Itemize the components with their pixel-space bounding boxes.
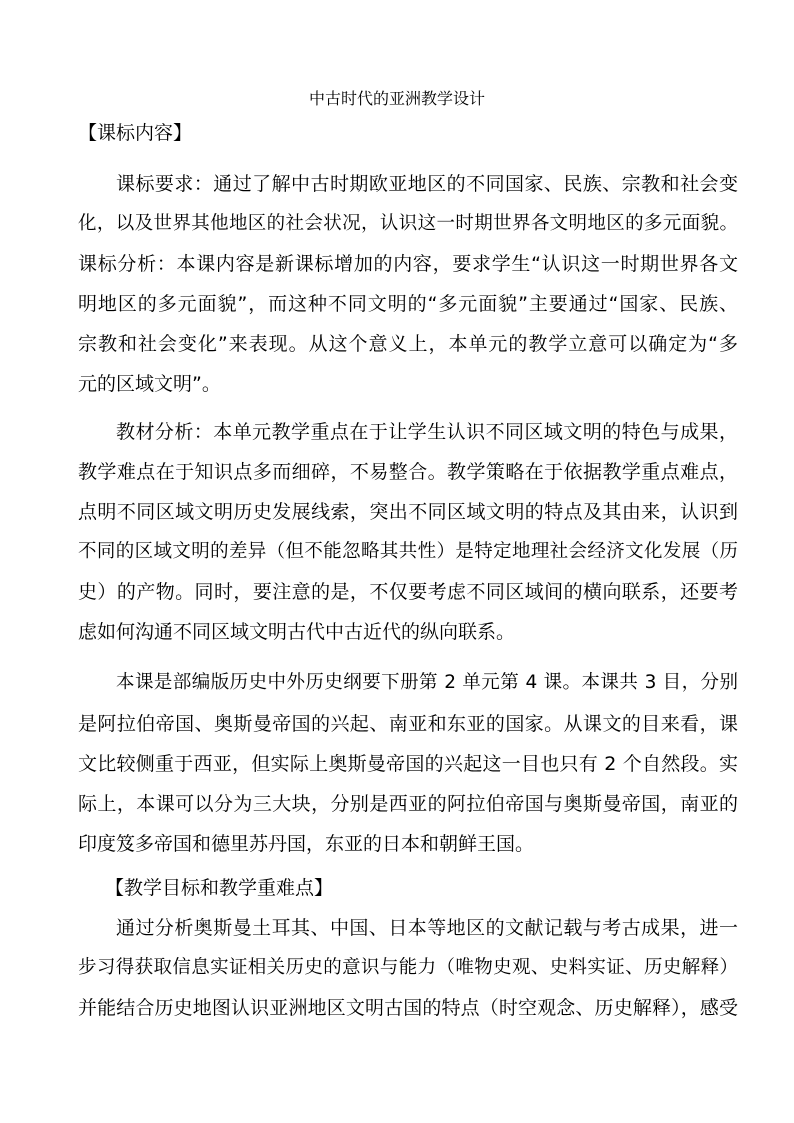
paragraph-line: 元的区域文明”。 [78, 373, 221, 395]
paragraph-line: 课标分析：本课内容是新课标增加的内容，要求学生“认识这一时期世界各文 [78, 253, 738, 275]
paragraph-line: 虑如何沟通不同区域文明古代中古近代的纵向联系。 [78, 621, 516, 643]
paragraph-line: 史）的产物。同时，要注意的是，不仅要考虑不同区域间的横向联系，还要考 [78, 581, 738, 603]
paragraph-line: 点明不同区域文明历史发展线索，突出不同区域文明的特点及其由来，认识到 [78, 501, 738, 523]
paragraph-line: 教材分析：本单元教学重点在于让学生认识不同区域文明的特色与成果， [116, 421, 738, 443]
paragraph-line: 教学难点在于知识点多而细碎，不易整合。教学策略在于依据教学重点难点， [78, 461, 738, 483]
paragraph-line: 并能结合历史地图认识亚洲地区文明古国的特点（时空观念、历史解释），感受 [78, 997, 738, 1019]
paragraph-line: 际上，本课可以分为三大块，分别是西亚的阿拉伯帝国与奥斯曼帝国，南亚的 [78, 793, 738, 815]
paragraph-line: 文比较侧重于西亚，但实际上奥斯曼帝国的兴起这一目也只有 2 个自然段。实 [78, 753, 738, 775]
paragraph-line: 明地区的多元面貌”，而这种不同文明的“多元面貌”主要通过“国家、民族、 [78, 293, 738, 315]
section-heading-objectives: 【教学目标和教学重难点】 [105, 877, 334, 899]
paragraph-line: 本课是部编版历史中外历史纲要下册第 2 单元第 4 课。本课共 3 目，分别 [116, 672, 738, 693]
paragraph-line: 宗教和社会变化”来表现。从这个意义上，本单元的教学立意可以确定为“多 [78, 333, 738, 355]
section-heading-curriculum: 【课标内容】 [78, 122, 193, 144]
document-title: 中古时代的亚洲教学设计 [308, 89, 485, 108]
paragraph-line: 不同的区域文明的差异（但不能忽略其共性）是特定地理社会经济文化发展（历 [78, 541, 738, 562]
paragraph-line: 印度笈多帝国和德里苏丹国，东亚的日本和朝鲜王国。 [78, 833, 535, 855]
paragraph-line: 通过分析奥斯曼土耳其、中国、日本等地区的文献记载与考古成果，进一 [116, 917, 738, 939]
paragraph-line: 化，以及世界其他地区的社会状况，认识这一时期世界各文明地区的多元面貌。 [78, 213, 738, 234]
paragraph-line: 是阿拉伯帝国、奥斯曼帝国的兴起、南亚和东亚的国家。从课文的目来看，课 [78, 713, 738, 735]
paragraph-line: 课标要求：通过了解中古时期欧亚地区的不同国家、民族、宗教和社会变 [116, 173, 738, 195]
paragraph-line: 步习得获取信息实证相关历史的意识与能力（唯物史观、史料实证、历史解释） [78, 957, 738, 978]
